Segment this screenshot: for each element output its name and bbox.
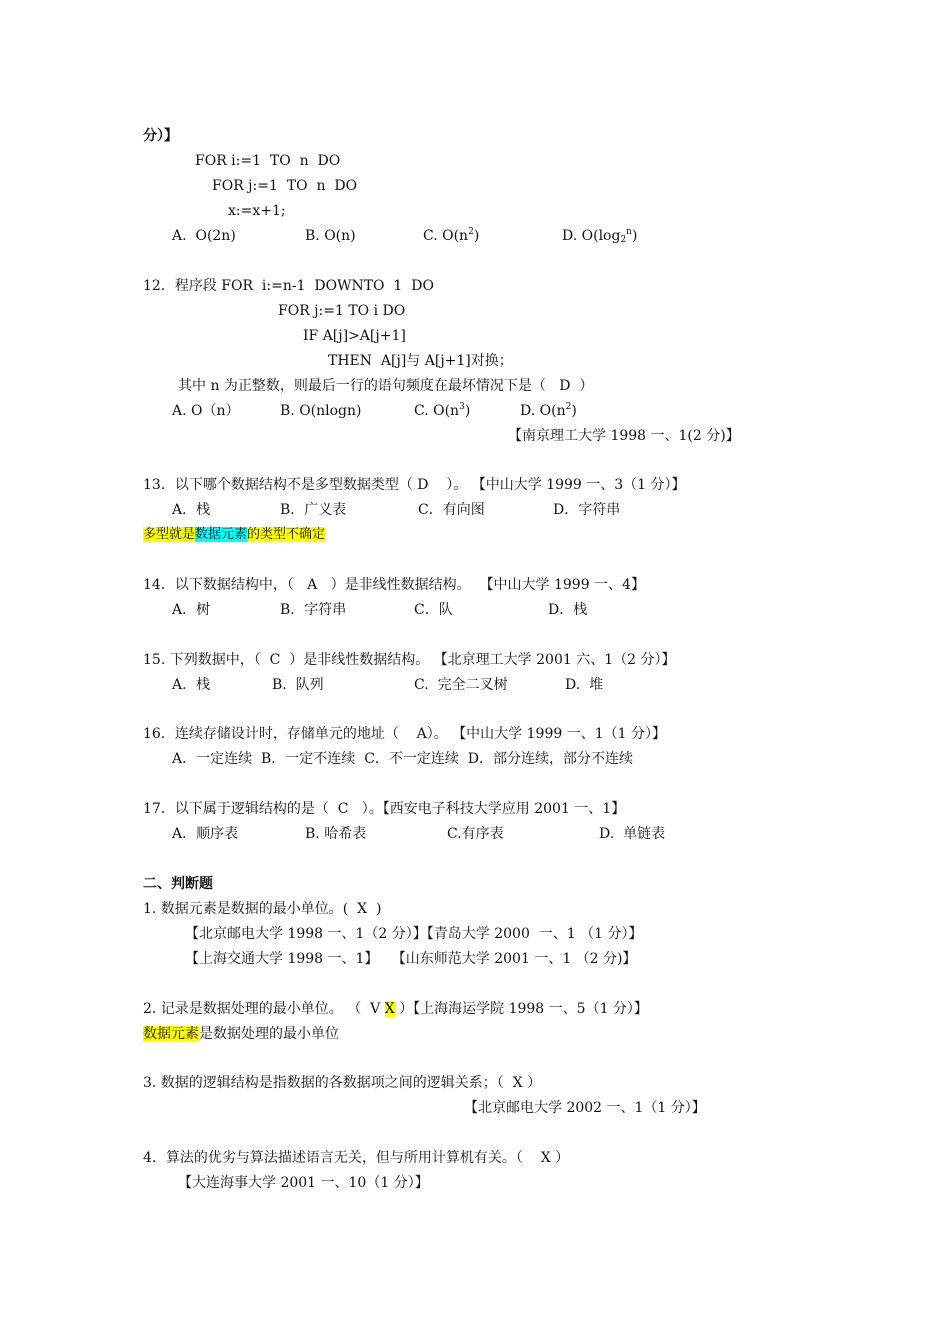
q15-option-a: A．栈 bbox=[172, 677, 211, 693]
j1-stem: 1. 数据元素是数据的最小单位。( X ) bbox=[143, 901, 382, 917]
j4-stem: 4．算法的优劣与算法描述语言无关，但与所用计算机有关。（ X ） bbox=[143, 1150, 570, 1166]
q17-option-a: A．顺序表 bbox=[172, 826, 239, 842]
q15-option-b: B. 队列 bbox=[272, 677, 324, 693]
q11-code-line-3: x:=x+1; bbox=[228, 203, 286, 219]
q17-option-b: B. 哈希表 bbox=[305, 826, 367, 842]
q12-option-b: B. O(nlogn) bbox=[280, 403, 362, 419]
q11-source-tail: 分）】 bbox=[143, 128, 178, 144]
q13-option-c: C．有向图 bbox=[418, 502, 485, 518]
q12-stem: 其中 n 为正整数，则最后一行的语句频度在最坏情况下是（ D ） bbox=[178, 378, 594, 394]
q11-option-b: B. O(n) bbox=[305, 228, 356, 244]
q11-code-line-1: FOR i:=1 TO n DO bbox=[195, 153, 341, 169]
q17-stem: 17．以下属于逻辑结构的是（ C ）。【西安电子科技大学应用 2001 一、1】 bbox=[143, 801, 626, 817]
section-2-heading: 二、判断题 bbox=[143, 876, 213, 892]
q11-option-d: D. $O(\log_2^n)$ bbox=[562, 227, 638, 245]
j3-stem: 3. 数据的逻辑结构是指数据的各数据项之间的逻辑关系；（ X ） bbox=[143, 1075, 542, 1091]
j1-source-line-2: 【上海交通大学 1998 一、1】 【山东师范大学 2001 一、1 （2 分)】 bbox=[185, 951, 637, 967]
q13-option-a: A．栈 bbox=[172, 502, 211, 518]
q12-option-d: D. $O(n^2)$ bbox=[520, 402, 577, 419]
j2-stem: 2. 记录是数据处理的最小单位。 （ V X ）【上海海运学院 1998 一、5（1 分）】 bbox=[143, 1001, 648, 1017]
q12-option-c: C. $O(n^3)$ bbox=[414, 402, 471, 419]
q12-source: 【南京理工大学 1998 一、1(2 分)】 bbox=[508, 428, 740, 444]
q12-line-1: 12．程序段 FOR i:=n-1 DOWNTO 1 DO bbox=[143, 278, 434, 294]
q14-option-b: B．字符串 bbox=[280, 602, 347, 618]
j3-source: 【北京邮电大学 2002 一、1（1 分）】 bbox=[464, 1100, 706, 1116]
q14-option-c: C．队 bbox=[414, 602, 453, 618]
q14-stem: 14．以下数据结构中，（ A ）是非线性数据结构。 【中山大学 1999 一、4】 bbox=[143, 577, 645, 593]
q13-stem: 13．以下哪个数据结构不是多型数据类型（ D ）。 【中山大学 1999 一、3（1 分）】 bbox=[143, 477, 686, 493]
j1-source-line-1: 【北京邮电大学 1998 一、1（2 分）】【青岛大学 2000 一、1 （1 分）】 bbox=[185, 926, 643, 942]
j4-source: 【大连海事大学 2001 一、10（1 分）】 bbox=[178, 1175, 429, 1191]
q16-stem: 16．连续存储设计时，存储单元的地址（ A）。 【中山大学 1999 一、1（1 分）】 bbox=[143, 726, 666, 742]
q17-option-c: C.有序表 bbox=[447, 826, 504, 842]
q11-option-a: A. O(2n) bbox=[172, 228, 236, 244]
q13-option-b: B．广义表 bbox=[280, 502, 347, 518]
q15-stem: 15. 下列数据中，（ C ）是非线性数据结构。 【北京理工大学 2001 六、1（2 分）】 bbox=[143, 652, 676, 668]
q16-options: A．一定连续 B．一定不连续 C．不一定连续 D．部分连续，部分不连续 bbox=[172, 751, 634, 767]
q11-code-line-2: FOR j:=1 TO n DO bbox=[212, 178, 358, 194]
q14-option-a: A．树 bbox=[172, 602, 211, 618]
q15-option-c: C. 完全二叉树 bbox=[414, 677, 508, 693]
q17-option-d: D. 单链表 bbox=[599, 826, 666, 842]
q12-line-4: THEN A[j]与 A[j+1]对换； bbox=[328, 353, 513, 369]
q12-option-a: A. O（n） bbox=[172, 403, 240, 419]
q14-option-d: D．栈 bbox=[548, 602, 588, 618]
j2-answer-mark: X bbox=[384, 1001, 395, 1017]
j2-note: 数据元素是数据处理的最小单位 bbox=[143, 1026, 339, 1042]
q13-note: 多型就是数据元素的类型不确定 bbox=[143, 527, 326, 542]
q11-option-c: C. $O(n^2)$ bbox=[423, 227, 480, 244]
q13-option-d: D．字符串 bbox=[553, 502, 621, 518]
q15-option-d: D. 堆 bbox=[565, 677, 604, 693]
q12-line-2: FOR j:=1 TO i DO bbox=[278, 303, 406, 319]
q12-line-3: IF A[j]>A[j+1] bbox=[303, 328, 406, 344]
